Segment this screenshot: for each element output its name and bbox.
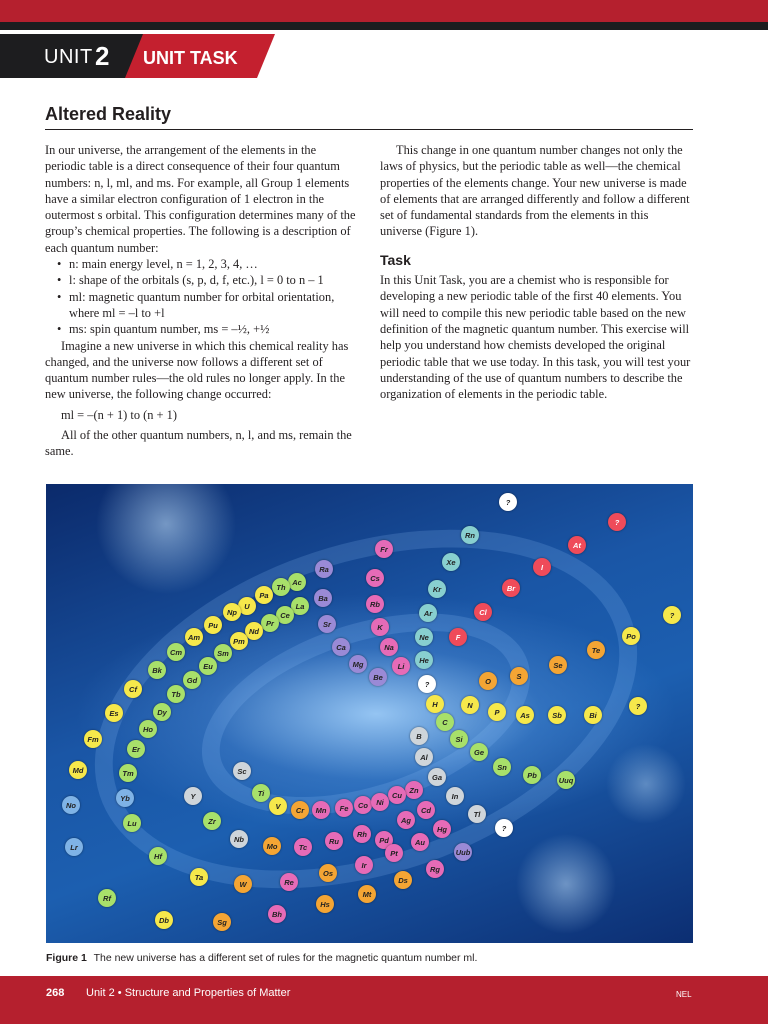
right-column: [380, 142, 693, 402]
element-bubble: No: [62, 796, 80, 814]
element-bubble: Pt: [385, 844, 403, 862]
publisher-mark: NEL: [676, 990, 692, 999]
element-bubble: Lu: [123, 814, 141, 832]
element-bubble: ?: [495, 819, 513, 837]
element-bubble: B: [410, 727, 428, 745]
change-paragraph: This change in one quantum number changes not only the laws of physics, but the periodic table as well—the chemical properties of the elements change. Your new universe is made of elements that are arranged differently and follow a different set of fundamental standards from the elements in this universe (Figure 1).: [380, 143, 690, 239]
element-bubble: U: [238, 597, 256, 615]
top-dark-band: [0, 22, 768, 30]
element-bubble: Hg: [433, 820, 451, 838]
element-bubble: Ar: [419, 604, 437, 622]
element-bubble: Ir: [355, 856, 373, 874]
element-bubble: P: [488, 703, 506, 721]
element-bubble: Ca: [332, 638, 350, 656]
element-bubble: Lr: [65, 838, 83, 856]
element-bubble: Mg: [349, 655, 367, 673]
quantum-number-list: [57, 256, 357, 337]
element-bubble: Pd: [375, 831, 393, 849]
element-bubble: Au: [411, 833, 429, 851]
element-bubble: Mn: [312, 801, 330, 819]
element-bubble: Gd: [183, 671, 201, 689]
element-bubble: Cf: [124, 680, 142, 698]
imagine-paragraph: Imagine a new universe in which this chemical reality has changed, and the universe now follows a different set of quantum number rules—the old rules no longer apply. In the new universe, the following change occurred:: [45, 338, 349, 402]
element-bubble: Ne: [415, 628, 433, 646]
page-number: 268: [46, 987, 65, 999]
element-bubble: Os: [319, 864, 337, 882]
element-bubble: Al: [415, 748, 433, 766]
element-bubble: Ge: [470, 743, 488, 761]
bullet-ml: • ml: magnetic quantum number for orbital orientation, where ml = –l to +l: [57, 289, 357, 322]
element-bubble: Sc: [233, 762, 251, 780]
element-bubble: Rn: [461, 526, 479, 544]
element-bubble: Sn: [493, 758, 511, 776]
element-bubble: Sr: [318, 615, 336, 633]
galaxy-periodic-figure: [46, 484, 693, 943]
element-bubble: Pr: [261, 614, 279, 632]
element-bubble: Pm: [230, 632, 248, 650]
element-bubble: Np: [223, 603, 241, 621]
bullet-ms: • ms: spin quantum number, ms = –½, +½: [57, 321, 357, 337]
element-bubble: Ba: [314, 589, 332, 607]
element-bubble: Bi: [584, 706, 602, 724]
element-bubble: Kr: [428, 580, 446, 598]
remain-paragraph: All of the other quantum numbers, n, l, and ms, remain the same.: [45, 428, 352, 459]
title-rule: [45, 129, 693, 130]
element-bubble: Te: [587, 641, 605, 659]
element-bubble: Fm: [84, 730, 102, 748]
element-bubble: Fr: [375, 540, 393, 558]
element-bubble: W: [234, 875, 252, 893]
element-bubble: Sm: [214, 644, 232, 662]
element-bubble: Pu: [204, 616, 222, 634]
element-bubble: Nb: [230, 830, 248, 848]
element-bubble: Ac: [288, 573, 306, 591]
element-bubble: Ag: [397, 811, 415, 829]
element-bubble: Na: [380, 638, 398, 656]
element-bubble: Db: [155, 911, 173, 929]
element-bubble: Es: [105, 704, 123, 722]
element-bubble: Yb: [116, 789, 134, 807]
element-bubble: Rf: [98, 889, 116, 907]
element-bubble: ?: [499, 493, 517, 511]
element-bubble: Be: [369, 668, 387, 686]
element-bubble: Mt: [358, 885, 376, 903]
element-bubble: Co: [354, 796, 372, 814]
element-bubble: Mo: [263, 837, 281, 855]
unit-word: UNIT: [44, 46, 93, 68]
intro-paragraph: In our universe, the arrangement of the elements in the periodic table is a direct consequence of their four quantum numbers: n, l, ml, and ms. For example, all Group 1 elements have a similar electron configuration of 1 electron in the outermost s orbital. This configuration determines many of the group’s chemical properties. The following is a description of each quantum number:: [45, 143, 356, 255]
element-bubble: Eu: [199, 657, 217, 675]
footer-text: Unit 2 • Structure and Properties of Matter: [86, 987, 291, 999]
element-bubble: H: [426, 695, 444, 713]
element-bubble: Cr: [291, 801, 309, 819]
element-bubble: Ho: [139, 720, 157, 738]
element-bubble: Se: [549, 656, 567, 674]
bullet-n: • n: main energy level, n = 1, 2, 3, 4, …: [57, 256, 357, 272]
bullet-l: • l: shape of the orbitals (s, p, d, f, etc.), l = 0 to n – 1: [57, 272, 357, 288]
element-bubble: La: [291, 597, 309, 615]
element-bubble: Tl: [468, 805, 486, 823]
page-title: Altered Reality: [45, 104, 172, 124]
element-bubble: Zn: [405, 781, 423, 799]
task-paragraph: In this Unit Task, you are a chemist who is responsible for developing a new periodic table of the first 40 elements. You will need to compile this new periodic table based on the new definition of the magnetic quantum number. This exercise will help you understand how chemists developed the original periodic table that we use today. In this task, you will test your understanding of the use of quantum numbers to describe the organization of elements in the periodic table.: [380, 273, 691, 402]
element-bubble: V: [269, 797, 287, 815]
element-bubble: ?: [418, 675, 436, 693]
figure-caption: [46, 952, 477, 964]
element-bubble: Si: [450, 730, 468, 748]
figure-label: Figure 1: [46, 952, 87, 964]
element-bubble: Er: [127, 740, 145, 758]
element-bubble: Xe: [442, 553, 460, 571]
element-bubble: Dy: [153, 703, 171, 721]
element-bubble: Br: [502, 579, 520, 597]
element-bubble: Hs: [316, 895, 334, 913]
unit-task-label: UNIT TASK: [143, 48, 238, 68]
element-bubble: Uuq: [557, 771, 575, 789]
element-bubble: Ni: [371, 793, 389, 811]
element-bubble: I: [533, 558, 551, 576]
element-bubble: Ra: [315, 560, 333, 578]
element-bubble: Fe: [335, 799, 353, 817]
element-bubble: Hf: [149, 847, 167, 865]
top-red-band: [0, 0, 768, 22]
element-bubble: Tb: [167, 685, 185, 703]
element-bubble: Ga: [428, 768, 446, 786]
element-bubble: Bh: [268, 905, 286, 923]
element-bubble: Am: [185, 628, 203, 646]
new-rule-equation: ml = –(n + 1) to (n + 1): [61, 407, 177, 422]
element-bubble: N: [461, 696, 479, 714]
element-bubble: Tc: [294, 838, 312, 856]
element-bubble: Po: [622, 627, 640, 645]
task-heading: Task: [380, 251, 411, 268]
element-bubble: C: [436, 713, 454, 731]
element-bubble: Tm: [119, 764, 137, 782]
element-bubble: Rg: [426, 860, 444, 878]
element-bubble: Ce: [276, 606, 294, 624]
element-bubble: In: [446, 787, 464, 805]
element-bubble: Uub: [454, 843, 472, 861]
element-bubble: ?: [663, 606, 681, 624]
element-bubble: Li: [392, 657, 410, 675]
element-bubble: Ta: [190, 868, 208, 886]
element-bubble: Rh: [353, 825, 371, 843]
element-bubble: Cl: [474, 603, 492, 621]
figure-caption-text: The new universe has a different set of rules for the magnetic quantum number ml.: [93, 952, 478, 964]
element-bubble: Bk: [148, 661, 166, 679]
element-bubble: O: [479, 672, 497, 690]
element-bubble: Md: [69, 761, 87, 779]
footer-band: [0, 976, 768, 1024]
element-bubble: Cs: [366, 569, 384, 587]
element-bubble: Cm: [167, 643, 185, 661]
element-bubble: Cd: [417, 801, 435, 819]
element-bubble: Y: [184, 787, 202, 805]
element-bubble: Ru: [325, 832, 343, 850]
element-bubble: Nd: [245, 622, 263, 640]
left-column: [45, 142, 357, 460]
element-bubble: Re: [280, 873, 298, 891]
element-bubble: Sg: [213, 913, 231, 931]
element-bubble: S: [510, 667, 528, 685]
element-bubble: Ds: [394, 871, 412, 889]
element-bubble: F: [449, 628, 467, 646]
element-bubble: ?: [608, 513, 626, 531]
element-bubble: Cu: [388, 786, 406, 804]
element-bubble: Ti: [252, 784, 270, 802]
element-bubble: K: [371, 618, 389, 636]
element-bubble: He: [415, 651, 433, 669]
element-bubble: ?: [629, 697, 647, 715]
element-bubble: As: [516, 706, 534, 724]
element-bubble: Sb: [548, 706, 566, 724]
unit-number: 2: [95, 41, 110, 71]
element-bubble: Th: [272, 578, 290, 596]
element-bubble: Zr: [203, 812, 221, 830]
element-bubble: Pa: [255, 586, 273, 604]
element-bubble: Rb: [366, 595, 384, 613]
element-bubble: Pb: [523, 766, 541, 784]
element-bubble: At: [568, 536, 586, 554]
